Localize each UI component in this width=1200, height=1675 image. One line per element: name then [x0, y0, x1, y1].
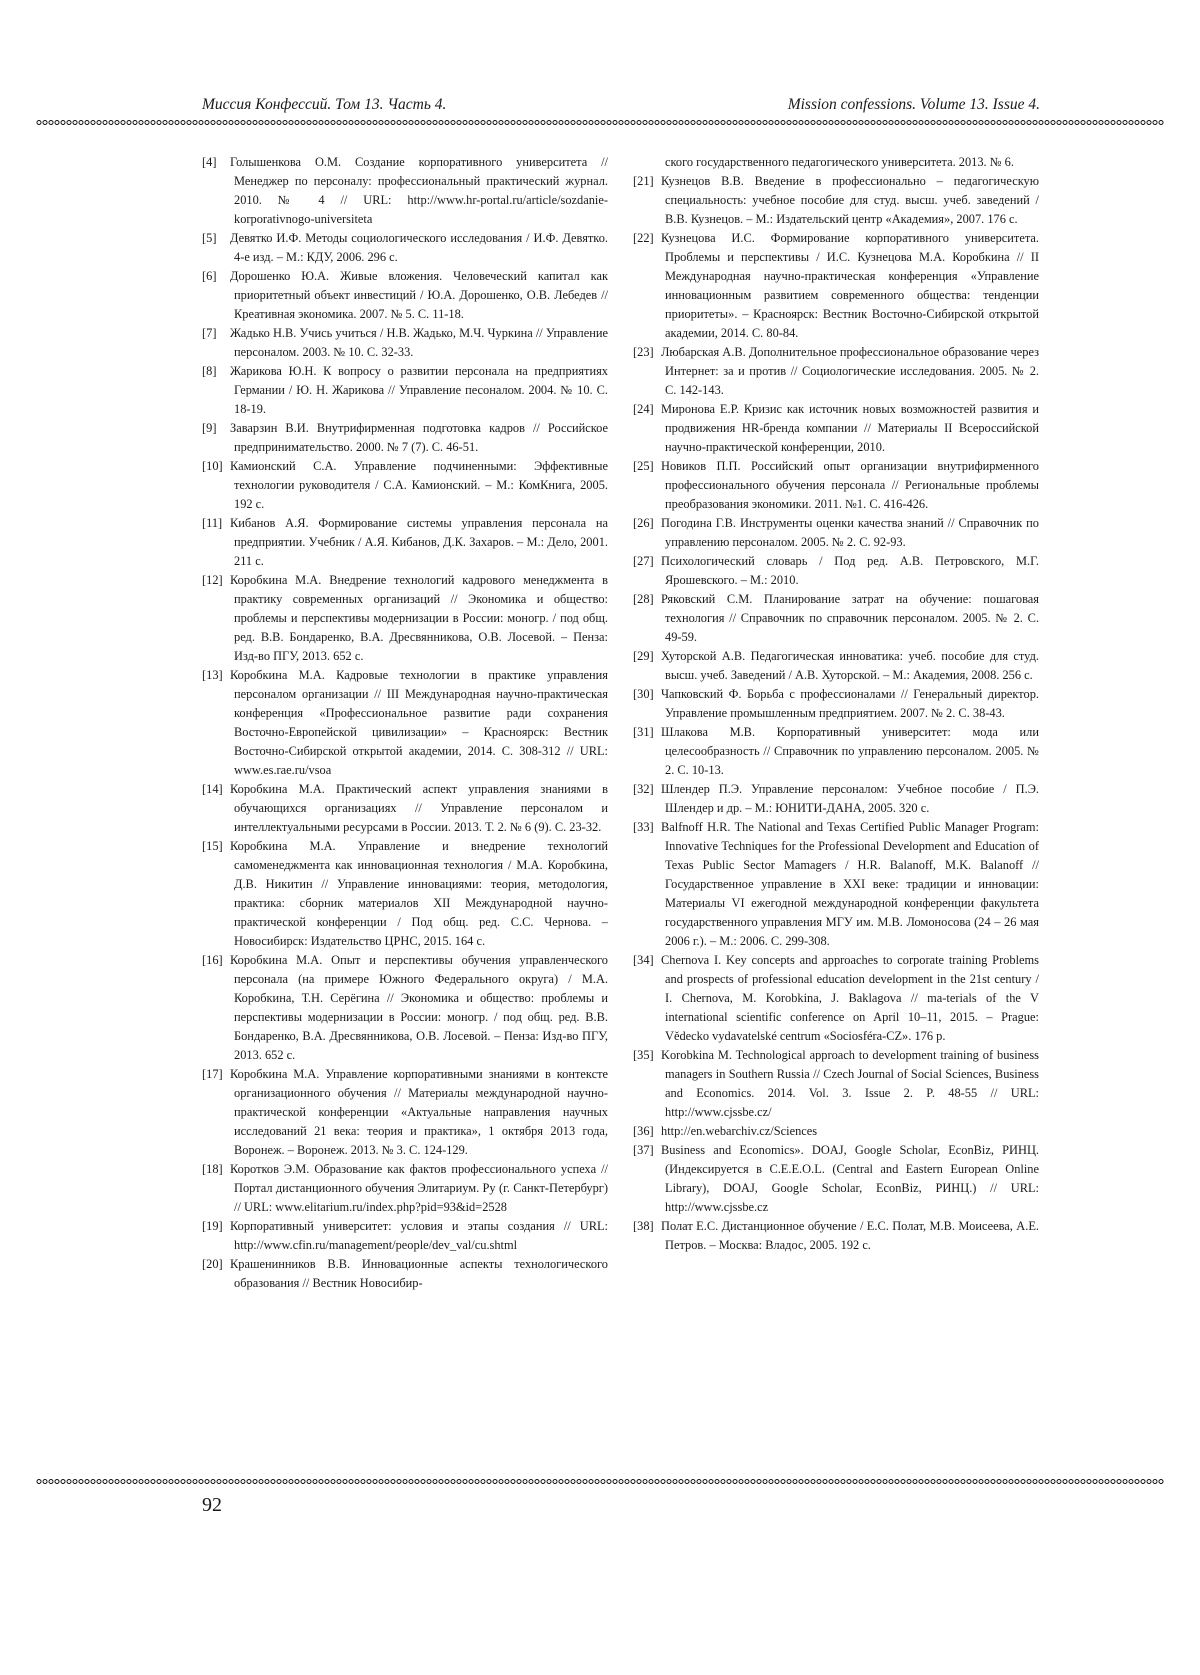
reference-number: [26]	[633, 514, 661, 533]
reference-number: [12]	[202, 571, 230, 590]
reference-number: [16]	[202, 951, 230, 970]
reference-number: [17]	[202, 1065, 230, 1084]
reference-item	[202, 267, 608, 324]
reference-text: Korobkina M. Technological approach to development training of business managers in Southern Russia // Czech Journal of Social Sciences, Business and Economics. 2014. Vol. 3. Issue 2. P. 48-55 // URL: http://www.cjssbe.cz/	[661, 1048, 1039, 1119]
reference-number: [30]	[633, 685, 661, 704]
references-column-right	[633, 153, 1039, 1255]
reference-continuation: ского государственного педагогического университета. 2013. № 6.	[633, 153, 1039, 172]
reference-number: [4]	[202, 153, 230, 172]
references-column-left	[202, 153, 608, 1293]
reference-item	[633, 590, 1039, 647]
reference-item	[633, 951, 1039, 1046]
reference-number: [22]	[633, 229, 661, 248]
reference-text: Коробкина М.А. Управление корпоративными знаниями в контексте организационного обучения // Материалы международной научно-практической конференции «Актуальные направления научных исследований 21 века: теория и практика», 1 октября 2013 года, Воронеж. – Воронеж. 2013. № 3. С. 124-129.	[230, 1067, 608, 1157]
reference-item	[633, 1046, 1039, 1122]
reference-number: [10]	[202, 457, 230, 476]
reference-number: [27]	[633, 552, 661, 571]
reference-text: Жадько Н.В. Учись учиться / Н.В. Жадько, М.Ч. Чуркина // Управление персоналом. 2003. № 10. С. 32-33.	[230, 326, 608, 359]
reference-text: Корпоративный университет: условия и этапы создания // URL: http://www.cfin.ru/management/people/dev_val/cu.shtml	[230, 1219, 608, 1252]
reference-number: [14]	[202, 780, 230, 799]
reference-number: [36]	[633, 1122, 661, 1141]
reference-item	[202, 1065, 608, 1160]
reference-item	[202, 457, 608, 514]
reference-text: Полат Е.С. Дистанционное обучение / Е.С. Полат, М.В. Моисеева, А.Е. Петров. – Москва: Владос, 2005. 192 с.	[661, 1219, 1039, 1252]
reference-text: Коробкина М.А. Опыт и перспективы обучения управленческого персонала (на примере Южного Федерального округа) / М.А. Коробкина, Т.Н. Серёгина // Экономика и общество: проблемы и перспективы модернизации в России: моногр. / под общ. ред. В.В. Бондаренко, В.А. Дресвянникова, О.В. Лосевой. – Пенза: Изд-во ПГУ, 2013. 652 с.	[230, 953, 608, 1062]
reference-text: Девятко И.Ф. Методы социологического исследования / И.Ф. Девятко. 4-е изд. – М.: КДУ, 2006. 296 с.	[230, 231, 608, 264]
reference-text: Коробкина М.А. Управление и внедрение технологий самоменеджмента как инновационная технология / М.А. Коробкина, Д.В. Никитин // Управление инновациями: теория, методология, практика: сборник материалов XII Международной научно-практической конференции / Под общ. ред. С.С. Чернова. – Новосибирск: Издательство ЦРНС, 2015. 164 с.	[230, 839, 608, 948]
reference-text: Шлендер П.Э. Управление персоналом: Учебное пособие / П.Э. Шлендер и др. – М.: ЮНИТИ-ДАНА, 2005. 320 с.	[661, 782, 1039, 815]
reference-number: [7]	[202, 324, 230, 343]
reference-item	[202, 229, 608, 267]
reference-number: [33]	[633, 818, 661, 837]
reference-text: Погодина Г.В. Инструменты оценки качества знаний // Справочник по управлению персоналом. 2005. № 2. С. 92-93.	[661, 516, 1039, 549]
reference-number: [19]	[202, 1217, 230, 1236]
reference-number: [37]	[633, 1141, 661, 1160]
reference-item	[202, 324, 608, 362]
reference-number: [6]	[202, 267, 230, 286]
reference-item	[202, 951, 608, 1065]
reference-item	[633, 780, 1039, 818]
reference-item	[202, 514, 608, 571]
reference-text: Коротков Э.М. Образование как фактов профессионального успеха // Портал дистанционного обучения Элитариум. Ру (г. Санкт-Петербург) // URL: www.elitarium.ru/index.php?pid=93&id=2528	[230, 1162, 608, 1214]
reference-text: Заварзин В.И. Внутрифирменная подготовка кадров // Российское предпринимательство. 2000. № 7 (7). С. 46-51.	[230, 421, 608, 454]
reference-item	[202, 837, 608, 951]
reference-item	[202, 1217, 608, 1255]
reference-number: [11]	[202, 514, 230, 533]
reference-item	[633, 647, 1039, 685]
reference-text: Коробкина М.А. Практический аспект управления знаниями в обучающихся организациях // Управление персоналом и интеллектуальными ресурсами в России. 2013. Т. 2. № 6 (9). С. 23-32.	[230, 782, 608, 834]
reference-number: [8]	[202, 362, 230, 381]
reference-item	[633, 514, 1039, 552]
reference-number: [24]	[633, 400, 661, 419]
reference-text: Крашенинников В.В. Инновационные аспекты технологического образования // Вестник Новосибир-	[230, 1257, 608, 1290]
reference-text: Психологический словарь / Под ред. А.В. Петровского, М.Г. Ярошевского. – М.: 2010.	[661, 554, 1039, 587]
reference-item	[633, 343, 1039, 400]
reference-number: [20]	[202, 1255, 230, 1274]
page-number: 92	[202, 1494, 222, 1517]
running-head-right: Mission confessions. Volume 13. Issue 4.	[788, 96, 1040, 114]
reference-item	[202, 571, 608, 666]
reference-number: [31]	[633, 723, 661, 742]
reference-text: Чапковский Ф. Борьба с профессионалами // Генеральный директор. Управление промышленным предприятием. 2007. № 2. С. 38-43.	[661, 687, 1039, 720]
reference-number: [29]	[633, 647, 661, 666]
reference-number: [18]	[202, 1160, 230, 1179]
reference-item	[633, 400, 1039, 457]
running-head-left: Миссия Конфессий. Том 13. Часть 4.	[202, 96, 446, 114]
reference-number: [21]	[633, 172, 661, 191]
reference-item	[633, 229, 1039, 343]
reference-number: [38]	[633, 1217, 661, 1236]
reference-number: [9]	[202, 419, 230, 438]
reference-number: [28]	[633, 590, 661, 609]
reference-text: Шлакова М.В. Корпоративный университет: мода или целесообразность // Справочник по управлению персоналом. 2005. № 2. С. 10-13.	[661, 725, 1039, 777]
reference-item	[202, 666, 608, 780]
reference-number: [32]	[633, 780, 661, 799]
reference-text: Новиков П.П. Российский опыт организации внутрифирменного профессионального обучения персонала // Региональные проблемы преобразования экономики. 2011. №1. С. 416-426.	[661, 459, 1039, 511]
reference-item	[202, 153, 608, 229]
reference-text: Кузнецов В.В. Введение в профессионально – педагогическую специальность: учебное пособие для студ. высш. учеб. заведений / В.В. Кузнецов. – М.: Издательский центр «Академия», 2007. 176 с.	[661, 174, 1039, 226]
reference-text: http://en.webarchiv.cz/Sciences	[661, 1124, 817, 1138]
reference-item	[202, 1255, 608, 1293]
reference-text: Business and Economics». DOAJ, Google Scholar, EconBiz, РИНЦ. (Индексируется в C.E.E.O.L. (Central and Eastern European Online Library), DOAJ, Google Scholar, EconBiz, РИНЦ.) // URL: http://www.cjssbe.cz	[661, 1143, 1039, 1214]
reference-number: [5]	[202, 229, 230, 248]
reference-text: Голышенкова О.М. Создание корпоративного университета // Менеджер по персоналу: профессиональный практический журнал. 2010. № 4 // URL: http://www.hr-portal.ru/article/sozdanie-korporativnogo-universiteta	[230, 155, 608, 226]
reference-text: Кибанов А.Я. Формирование системы управления персонала на предприятии. Учебник / А.Я. Кибанов, Д.К. Захаров. – М.: Дело, 2001. 211 с.	[230, 516, 608, 568]
reference-number: [35]	[633, 1046, 661, 1065]
reference-item	[633, 685, 1039, 723]
reference-number: [15]	[202, 837, 230, 856]
reference-number: [25]	[633, 457, 661, 476]
reference-text: Любарская А.В. Дополнительное профессиональное образование через Интернет: за и против // Социологические исследования. 2005. № 2. С. 142-143.	[661, 345, 1039, 397]
reference-item	[633, 1217, 1039, 1255]
reference-item	[202, 1160, 608, 1217]
reference-item	[633, 457, 1039, 514]
reference-item	[202, 419, 608, 457]
reference-number: [34]	[633, 951, 661, 970]
reference-text: Хуторской А.В. Педагогическая инноватика: учеб. пособие для студ. высш. учеб. Заведений / А.В. Хуторской. – М.: Академия, 2008. 256 с.	[661, 649, 1039, 682]
reference-text: Камионский С.А. Управление подчиненными: Эффективные технологии руководителя / С.А. Камионский. – М.: КомКнига, 2005. 192 с.	[230, 459, 608, 511]
reference-item	[633, 172, 1039, 229]
decorative-rule-bottom	[36, 1478, 1164, 1485]
reference-text: Balfnoff H.R. The National and Texas Certified Public Manager Program: Innovative Techniques for the Professional Development and Education of Texas Public Sector Mamagers / H.R. Balanoff, M.K. Balanoff // Государственное управление в XXI веке: традиции и инновации: Материалы VI ежегодной международной конференции факультета государственного управления МГУ им. М.В. Ломоносова (24 – 26 мая 2006 г.). – М.: 2006. С. 299-308.	[661, 820, 1039, 948]
reference-item	[202, 780, 608, 837]
reference-text: Жарикова Ю.Н. К вопросу о развитии персонала на предприятиях Германии / Ю. Н. Жарикова // Управление песоналом. 2004. № 10. С. 18-19.	[230, 364, 608, 416]
reference-item	[633, 1141, 1039, 1217]
reference-item	[633, 552, 1039, 590]
reference-item	[633, 723, 1039, 780]
reference-text: Кузнецова И.С. Формирование корпоративного университета. Проблемы и перспективы / И.С. Кузнецова М.А. Коробкина // II Международная научно-практическая конференция «Управление инновационным развитием современного общества: тенденции приоритеты». – Красноярск: Вестник Восточно-Сибирской открытой академии, 2014. С. 80-84.	[661, 231, 1039, 340]
reference-text: Дорошенко Ю.А. Живые вложения. Человеческий капитал как приоритетный объект инвестиций / Ю.А. Дорошенко, О.В. Лебедев // Креативная экономика. 2007. № 5. С. 11-18.	[230, 269, 608, 321]
reference-text: Chernova I. Key concepts and approaches to corporate training Problems and prospects of professional education development in the 21st century / I. Chernova, M. Korobkina, J. Baklagova // ma-terials of the V international scientific conference on April 10–11, 2015. – Prague: Vědecko vydavatelské centrum «Sociosféra-CZ». 176 p.	[661, 953, 1039, 1043]
reference-item	[202, 362, 608, 419]
reference-text: Миронова Е.Р. Кризис как источник новых возможностей развития и продвижения HR-бренда компании // Материалы II Всероссийской научно-практической конференции, 2010.	[661, 402, 1039, 454]
decorative-rule-top	[36, 119, 1164, 126]
reference-number: [13]	[202, 666, 230, 685]
reference-item	[633, 818, 1039, 951]
reference-text: Коробкина М.А. Кадровые технологии в практике управления персоналом организации // III Международная научно-практическая конференция «Профессиональное развитие ради сохранения Восточно-Европейской цивилизации» – Красноярск: Вестник Восточно-Сибирской открытой академии, 2014. С. 308-312 // URL: www.es.rae.ru/vsoa	[230, 668, 608, 777]
reference-item	[633, 1122, 1039, 1141]
reference-number: [23]	[633, 343, 661, 362]
reference-text: Ряковский С.М. Планирование затрат на обучение: пошаговая технология // Справочник по справочник персоналом. 2005. № 2. С. 49-59.	[661, 592, 1039, 644]
reference-text: Коробкина М.А. Внедрение технологий кадрового менеджмента в практику современных организаций // Экономика и общество: проблемы и перспективы модернизации в России: моногр. / под общ. ред. В.В. Бондаренко, В.А. Дресвянникова, О.В. Лосевой. – Пенза: Изд-во ПГУ, 2013. 652 с.	[230, 573, 608, 663]
